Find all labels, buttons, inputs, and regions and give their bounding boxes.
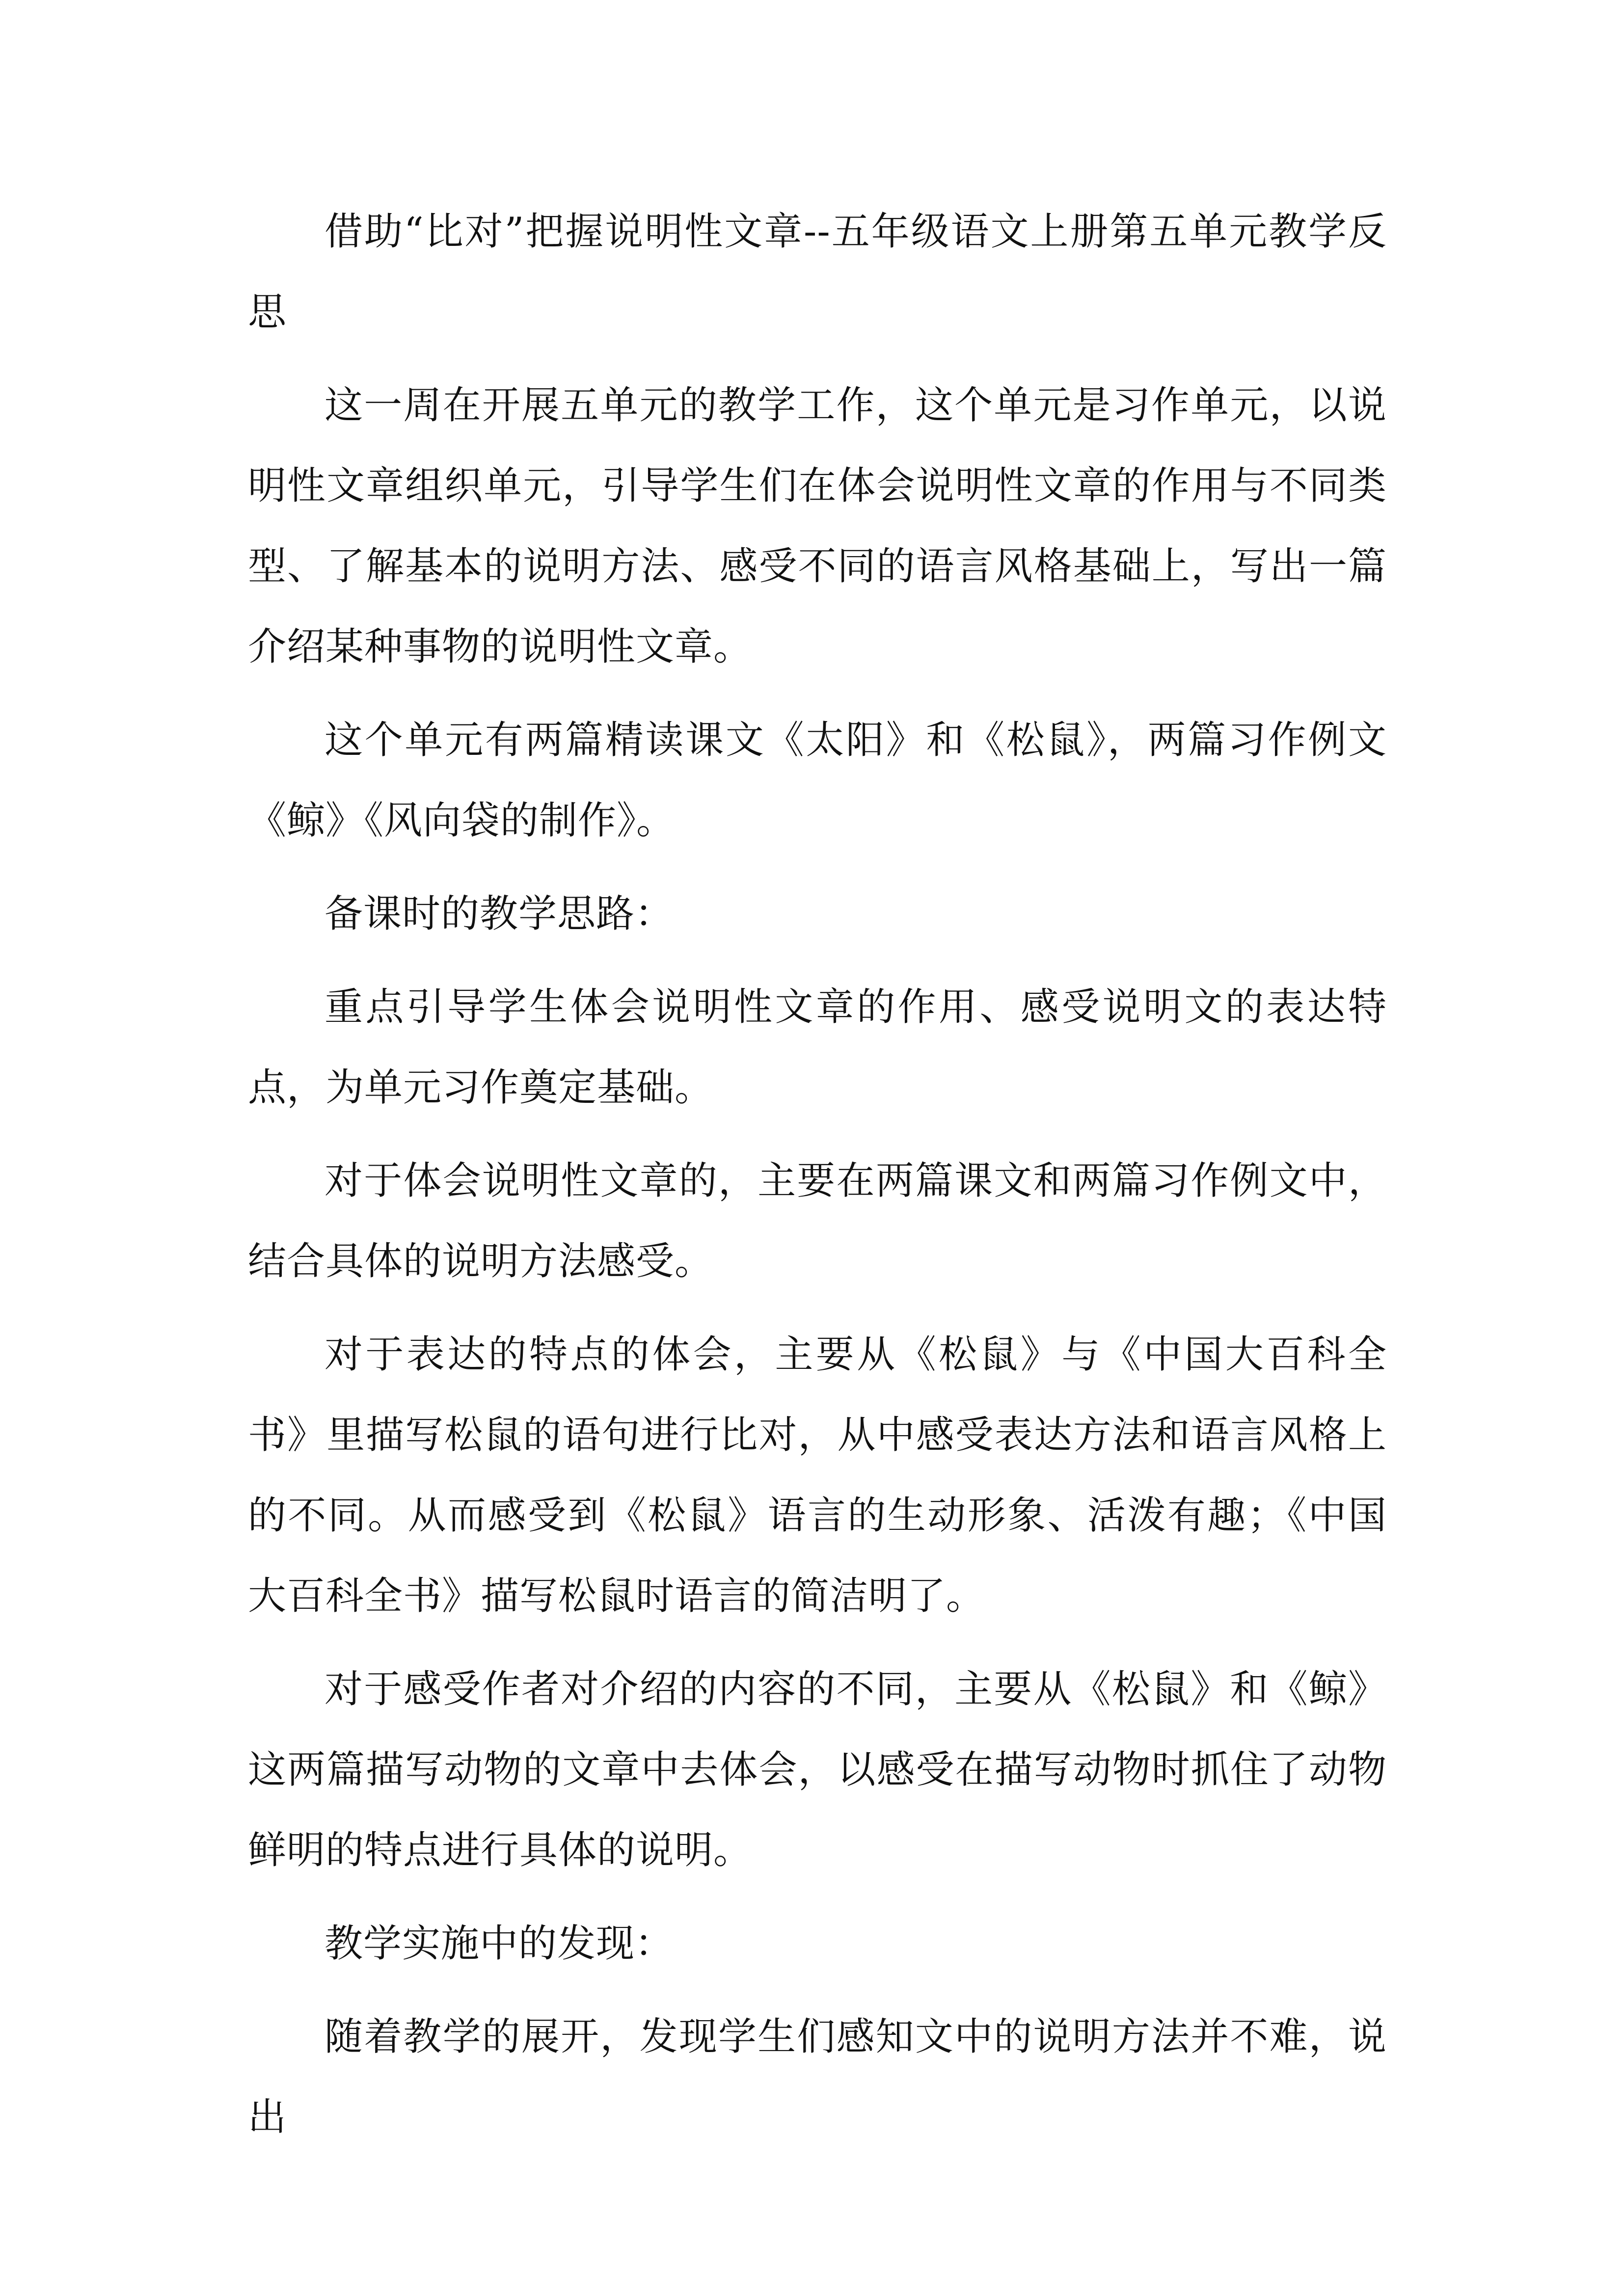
section-heading-lesson-plan: 备课时的教学思路：: [325, 892, 674, 936]
paragraph-7: 随着教学的展开，发现学生们感知文中的说明方法并不难，说出: [248, 2015, 1387, 2139]
paragraph-4: 对于体会说明性文章的，主要在两篇课文和两篇习作例文中，结合具体的说明方法感受。: [248, 1159, 1387, 1283]
paragraph-2: 这个单元有两篇精读课文《太阳》和《松鼠》，两篇习作例文《鲸》《风向袋的制作》。: [248, 718, 1387, 843]
section-heading-findings: 教学实施中的发现：: [325, 1922, 674, 1966]
paragraph-5: 对于表达的特点的体会，主要从《松鼠》与《中国大百科全书》里描写松鼠的语句进行比对，从中感受表达方法和语言风格上的不同。从而感受到《松鼠》语言的生动形象、活泼有趣；《中国大百科全书》描写松鼠时语言的简洁明了。: [248, 1333, 1387, 1618]
document-title: 借助“比对”把握说明性文章--五年级语文上册第五单元教学反思: [248, 210, 1387, 334]
paragraph-1: 这一周在开展五单元的教学工作，这个单元是习作单元，以说明性文章组织单元，引导学生们在体会说明性文章的作用与不同类型、了解基本的说明方法、感受不同的语言风格基础上，写出一篇介绍某种事物的说明性文章。: [248, 383, 1387, 669]
paragraph-6: 对于感受作者对介绍的内容的不同，主要从《松鼠》和《鲸》这两篇描写动物的文章中去体会，以感受在描写动物时抓住了动物鲜明的特点进行具体的说明。: [248, 1667, 1387, 1872]
document-body: [248, 191, 1387, 2170]
paragraph-3: 重点引导学生体会说明性文章的作用、感受说明文的表达特点，为单元习作奠定基础。: [248, 985, 1387, 1110]
